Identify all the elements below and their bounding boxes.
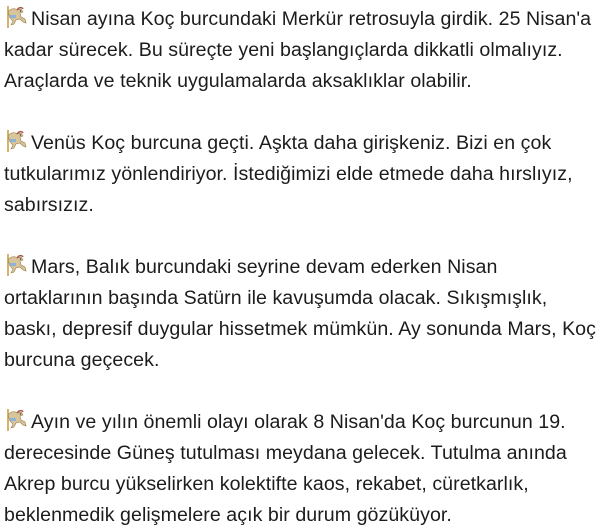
paragraph-text: Mars, Balık burcundaki seyrine devam ederken Nisan ortaklarının başında Satürn ile kavuşumda olacak. Sıkışmışlık, baskı, depresif duygular hissetmek mümkün. Ay sonunda Mars, Koç burcuna geçecek. [4, 256, 596, 371]
carousel-horse-icon [4, 254, 30, 276]
post-paragraph-1 [4, 4, 598, 97]
paragraph-text: Nisan ayına Koç burcundaki Merkür retrosuyla girdik. 25 Nisan'a kadar sürecek. Bu süreçte yeni başlangıçlarda dikkatli olmalıyız. Araçlarda ve teknik uygulamalarda aksaklıklar olabilir. [4, 8, 592, 92]
post-body [4, 4, 598, 531]
carousel-horse-icon [4, 130, 30, 152]
paragraph-text: Venüs Koç burcuna geçti. Aşkta daha girişkeniz. Bizi en çok tutkularımız yönlendiriyor. İstediğimizi elde etmede daha hırslıyız, sabırsızız. [4, 132, 573, 216]
paragraph-text: Ayın ve yılın önemli olayı olarak 8 Nisan'da Koç burcunun 19. derecesinde Güneş tutulması meydana gelecek. Tutulma anında Akrep burcu yükselirken kolektifte kaos, rekabet, cüretkarlık, beklenmedik gelişmelere açık bir durum gözüküyor. [4, 411, 567, 526]
carousel-horse-icon [4, 6, 30, 28]
post-paragraph-3 [4, 252, 598, 376]
carousel-horse-icon [4, 409, 30, 431]
post-paragraph-2 [4, 128, 598, 221]
post-paragraph-4 [4, 407, 598, 531]
